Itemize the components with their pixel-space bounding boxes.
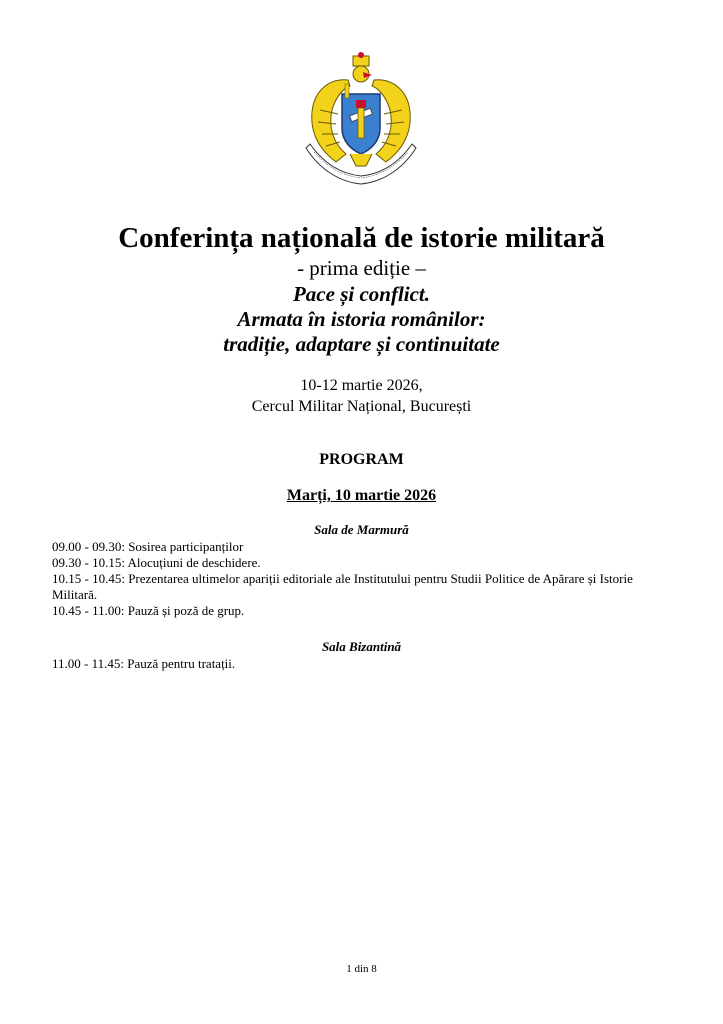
conference-venue: Cercul Militar Național, București <box>251 398 472 415</box>
event-item: 09.30 - 10.15: Alocuțiuni de deschidere. <box>52 555 261 570</box>
session-events <box>52 539 680 619</box>
subtitle-line-3: tradiție, adaptare și continuitate <box>223 332 500 356</box>
conference-dates: 10-12 martie 2026, <box>300 377 423 394</box>
program-heading: PROGRAM <box>319 451 404 468</box>
event-item: 11.00 - 11.45: Pauză pentru tratații. <box>52 656 236 671</box>
program-day: Marți, 10 martie 2026 <box>286 487 437 504</box>
session-hall: Sala de Marmură <box>314 522 409 537</box>
session-hall: Sala Bizantină <box>321 639 402 654</box>
edition-line: - prima ediție – <box>297 256 426 280</box>
event-item: 10.15 - 10.45: Prezentarea ultimelor apariții editoriale ale Institutului pentru Studii Politice de Apărare și Istorie Militară. <box>52 571 633 602</box>
conference-title: Conferința națională de istorie militară <box>118 222 605 254</box>
subtitle-line-2: Armata în istoria românilor: <box>237 307 486 331</box>
event-item: 10.45 - 11.00: Pauză și poză de grup. <box>52 603 245 618</box>
page-number: 1 din 8 <box>346 963 377 975</box>
subtitle-line-1: Pace și conflict. <box>292 282 431 306</box>
session-events <box>52 656 680 672</box>
event-item: 09.00 - 09.30: Sosirea participanților <box>52 539 244 554</box>
romanian-eagle-crest-icon <box>300 50 422 188</box>
